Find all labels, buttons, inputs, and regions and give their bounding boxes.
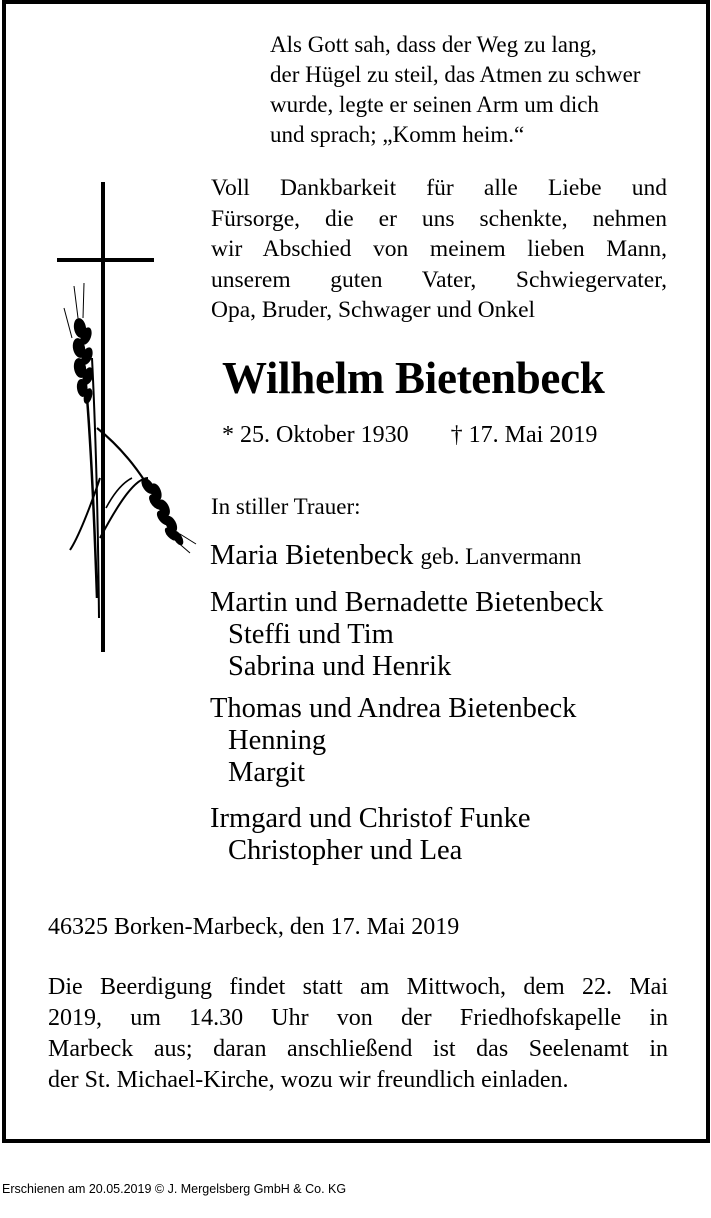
deceased-name: Wilhelm Bietenbeck [222,353,605,403]
place-and-date: 46325 Borken-Marbeck, den 17. Mai 2019 [48,914,460,940]
death-date: † 17. Mai 2019 [450,422,598,448]
poem-line: der Hügel zu steil, das Atmen zu schwer [270,62,641,87]
family-member: Steffi und Tim [228,619,394,650]
mourner-family [210,803,603,867]
spouse-name: Maria Bietenbeck [210,540,414,571]
poem-line: und sprach; „Komm heim.“ [270,122,525,147]
birth-date: * 25. Oktober 1930 [222,422,409,448]
mourners-list [210,540,603,881]
mourner-spouse [210,540,603,573]
intro-line: Fürsorge, die er uns schenkte, nehmen [211,205,667,232]
family-head: Thomas und Andrea Bietenbeck [210,693,577,724]
funeral-line: der St. Michael-Kirche, wozu wir freundlich einladen. [48,1067,569,1093]
cross-with-wheat-icon [50,178,200,658]
funeral-line: Die Beerdigung findet statt am Mittwoch, dem 22. Mai [48,974,668,1000]
publication-footer: Erschienen am 20.05.2019 © J. Mergelsberg GmbH & Co. KG [2,1182,347,1196]
family-head: Martin und Bernadette Bietenbeck [210,587,604,618]
family-member: Christopher und Lea [228,835,463,866]
family-head: Irmgard und Christof Funke [210,803,531,834]
poem [270,30,640,150]
poem-line: Als Gott sah, dass der Weg zu lang, [270,32,597,57]
mourner-family [210,693,603,789]
family-member: Sabrina und Henrik [228,651,452,682]
intro-line: wir Abschied von meinem lieben Mann, [211,236,667,262]
intro-line: unserem guten Vater, Schwiegervater, [211,266,667,293]
spouse-maiden-name: geb. Lanvermann [420,544,582,569]
poem-line: wurde, legte er seinen Arm um dich [270,92,599,117]
funeral-info [48,972,668,1096]
funeral-line: 2019, um 14.30 Uhr von der Friedhofskapelle in [48,1005,668,1031]
intro-paragraph [211,173,667,326]
family-member: Margit [228,757,306,788]
intro-line: Opa, Bruder, Schwager und Onkel [211,297,536,323]
mourning-label: In stiller Trauer: [211,494,361,519]
family-member: Henning [228,725,327,756]
life-dates [222,420,597,450]
intro-line: Voll Dankbarkeit für alle Liebe und [211,175,667,201]
mourner-family [210,587,603,683]
funeral-line: Marbeck aus; daran anschließend ist das Seelenamt in [48,1036,668,1062]
